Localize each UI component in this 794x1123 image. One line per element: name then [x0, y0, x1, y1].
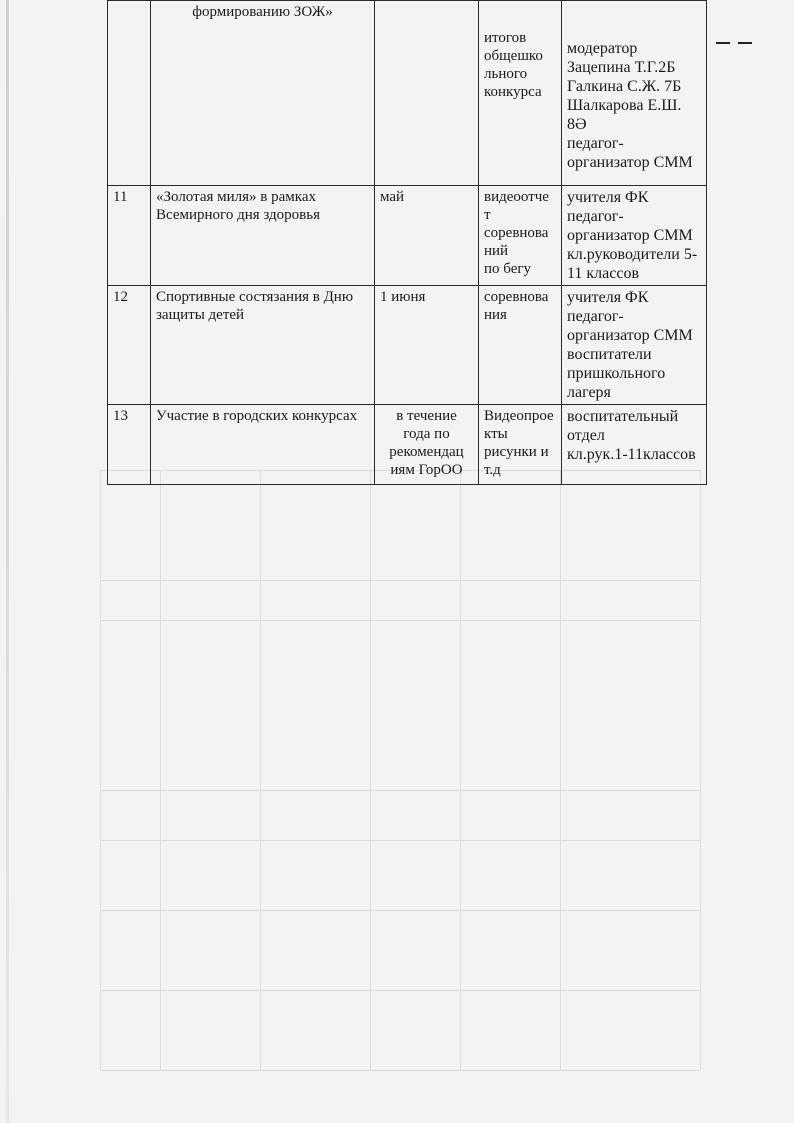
event-form: видеоотче т соревнова ний по бегу: [479, 186, 562, 286]
bleed-through-table: [100, 470, 720, 1090]
row-number: 12: [108, 286, 151, 405]
event-date: 1 июня: [375, 286, 479, 405]
event-date: [375, 1, 479, 186]
table-row: [108, 405, 707, 485]
table-row: [108, 1, 707, 186]
event-name: Участие в городских конкурсах: [151, 405, 375, 485]
row-number: [108, 1, 151, 186]
event-date: в течение года по рекомендац иям ГорОО: [375, 405, 479, 485]
events-plan-table: [107, 0, 707, 485]
event-responsible: учителя ФК педагог- организатор СММ кл.руководители 5-11 классов: [562, 186, 707, 286]
row-number: 11: [108, 186, 151, 286]
event-form: итогов общешко льного конкурса: [479, 1, 562, 186]
page-edge-shadow: [6, 0, 9, 1123]
corner-dash-mark: [716, 42, 730, 44]
event-responsible: модератор Зацепина Т.Г.2Б Галкина С.Ж. 7Б Шалкарова Е.Ш. 8Ә педагог- организатор СММ: [562, 1, 707, 186]
event-responsible: учителя ФК педагог- организатор СММ воспитатели пришкольного лагеря: [562, 286, 707, 405]
event-name: «Золотая миля» в рамках Всемирного дня здоровья: [151, 186, 375, 286]
row-number: 13: [108, 405, 151, 485]
corner-dash-mark: [738, 42, 752, 44]
event-responsible: воспитательный отдел кл.рук.1-11классов: [562, 405, 707, 485]
event-name: Спортивные состязания в Дню защиты детей: [151, 286, 375, 405]
event-form: соревнова ния: [479, 286, 562, 405]
table-row: [108, 286, 707, 405]
table-row: [108, 186, 707, 286]
event-form: Видеопрое кты рисунки и т.д: [479, 405, 562, 485]
event-date: май: [375, 186, 479, 286]
event-name: формированию ЗОЖ»: [151, 1, 375, 186]
